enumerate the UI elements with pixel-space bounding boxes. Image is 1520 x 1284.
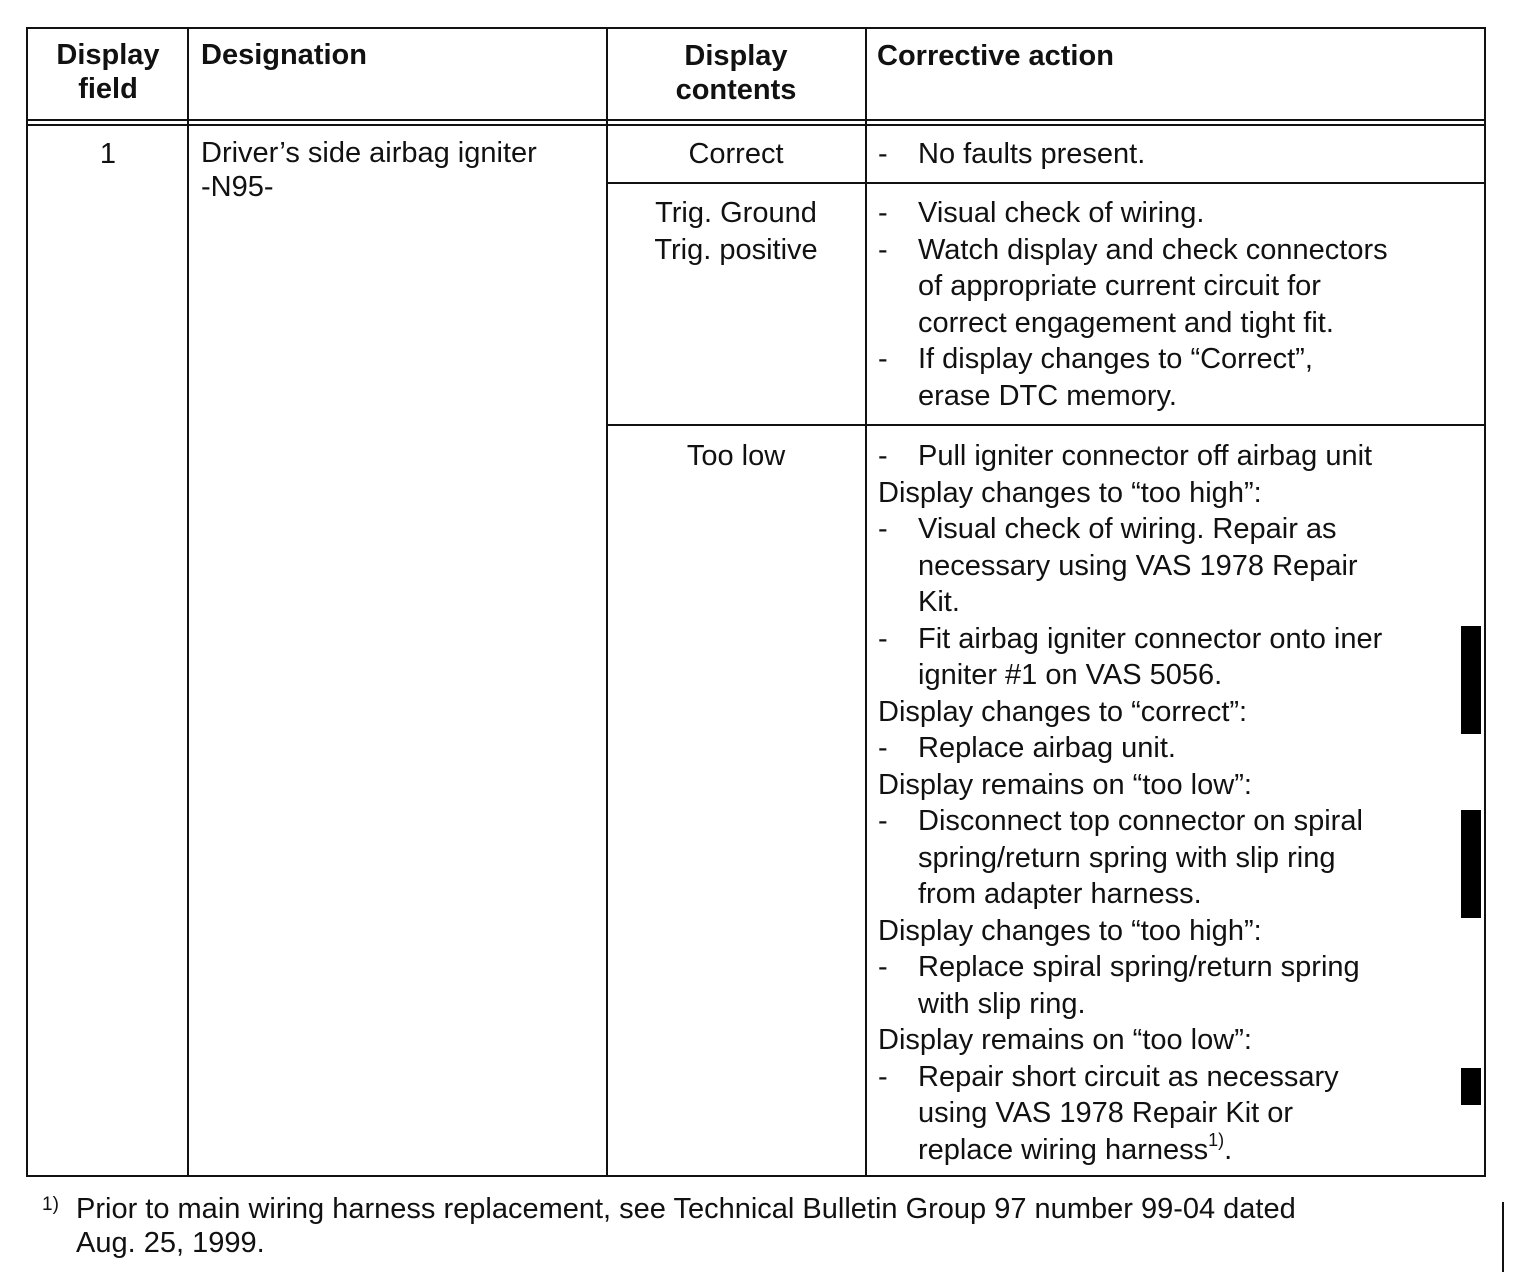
action-line: spring/return spring with slip ring	[918, 841, 1336, 874]
action-line: Display changes to “too high”:	[878, 914, 1262, 947]
action-line: Repair short circuit as necessary	[918, 1060, 1339, 1093]
header-display-contents: Display contents	[675, 40, 797, 106]
display-contents-trig: Trig. Ground Trig. positive	[654, 197, 818, 266]
action-line: of appropriate current circuit for	[918, 270, 1321, 302]
action-line: Watch display and check connectors	[918, 233, 1388, 266]
row-divider	[606, 182, 1486, 184]
action-line: Fit airbag igniter connector onto iner	[918, 622, 1383, 655]
designation-value: Driver’s side airbag igniter -N95-	[201, 137, 537, 203]
header-divider	[26, 119, 1486, 121]
action-line: from adapter harness.	[918, 878, 1202, 910]
action-condition	[878, 767, 1478, 804]
dash-bullet: -	[878, 732, 888, 764]
footnote-line: Aug. 25, 1999.	[76, 1227, 265, 1259]
action-item	[878, 730, 1478, 767]
action-item	[878, 136, 1478, 173]
action-line: using VAS 1978 Repair Kit or	[918, 1097, 1294, 1129]
action-line: Disconnect top connector on spiral	[918, 805, 1363, 837]
corrective-action-too-low	[878, 438, 1478, 1168]
footnote-mark: 1)	[42, 1194, 59, 1215]
dash-bullet: -	[878, 805, 888, 837]
action-line: necessary using VAS 1978 Repair	[918, 549, 1358, 582]
action-line: Display changes to “too high”:	[878, 476, 1262, 509]
display-contents-correct: Correct	[688, 138, 784, 170]
action-item	[878, 511, 1478, 621]
action-line: with slip ring.	[918, 987, 1086, 1020]
action-line: Pull igniter connector off airbag unit	[918, 440, 1373, 472]
action-line: Visual check of wiring.	[918, 197, 1205, 229]
action-item	[878, 438, 1478, 475]
column-divider	[187, 27, 189, 1177]
column-divider	[865, 27, 867, 1177]
action-item	[878, 949, 1478, 1022]
action-condition	[878, 913, 1478, 950]
action-line: igniter #1 on VAS 5056.	[918, 659, 1223, 691]
footnote-ref: 1)	[1208, 1129, 1225, 1150]
action-line: If display changes to “Correct”,	[918, 343, 1313, 375]
action-condition	[878, 694, 1478, 731]
dash-bullet: -	[878, 197, 888, 229]
header-designation: Designation	[201, 39, 367, 71]
action-condition	[878, 1022, 1478, 1059]
dash-bullet: -	[878, 233, 888, 266]
header-display-field: Display field	[56, 39, 160, 105]
action-line: replace wiring harness$^{1)}$.	[918, 1129, 1233, 1166]
corrective-action-trig	[878, 195, 1478, 414]
action-item	[878, 195, 1478, 232]
corrective-action-correct	[878, 136, 1478, 173]
dash-bullet: -	[878, 622, 888, 655]
action-line: No faults present.	[918, 138, 1146, 170]
change-bar	[1461, 626, 1481, 734]
action-item	[878, 803, 1478, 913]
display-field-value: 1	[99, 138, 117, 170]
dash-bullet: -	[878, 1060, 888, 1093]
action-item	[878, 621, 1478, 694]
header-divider	[26, 124, 1486, 126]
action-line: Kit.	[918, 586, 960, 618]
action-line: Display remains on “too low”:	[878, 768, 1252, 801]
action-condition	[878, 475, 1478, 512]
row-divider	[606, 424, 1486, 426]
action-item	[878, 1059, 1478, 1169]
change-bar	[1461, 1068, 1481, 1105]
dash-bullet: -	[878, 440, 888, 472]
action-line: Replace spiral spring/return spring	[918, 951, 1360, 983]
dash-bullet: -	[878, 343, 888, 375]
action-item	[878, 232, 1478, 342]
column-divider	[606, 27, 608, 1177]
footnote-line: Prior to main wiring harness replacement, see Technical Bulletin Group 97 number 99-04 dated	[76, 1193, 1296, 1225]
dash-bullet: -	[878, 138, 888, 170]
footnote	[42, 1192, 1492, 1260]
header-corrective-action: Corrective action	[877, 40, 1114, 72]
action-line: erase DTC memory.	[918, 379, 1177, 412]
action-line: correct engagement and tight fit.	[918, 306, 1334, 339]
action-line: Visual check of wiring. Repair as	[918, 513, 1337, 545]
action-line: Display changes to “correct”:	[878, 695, 1248, 728]
action-line: Display remains on “too low”:	[878, 1024, 1252, 1056]
page-edge-rule	[1502, 1202, 1504, 1272]
change-bar	[1461, 810, 1481, 918]
dash-bullet: -	[878, 951, 888, 983]
display-contents-too-low: Too low	[686, 440, 786, 472]
action-item	[878, 341, 1478, 414]
action-line: Replace airbag unit.	[918, 732, 1176, 764]
dash-bullet: -	[878, 513, 888, 545]
